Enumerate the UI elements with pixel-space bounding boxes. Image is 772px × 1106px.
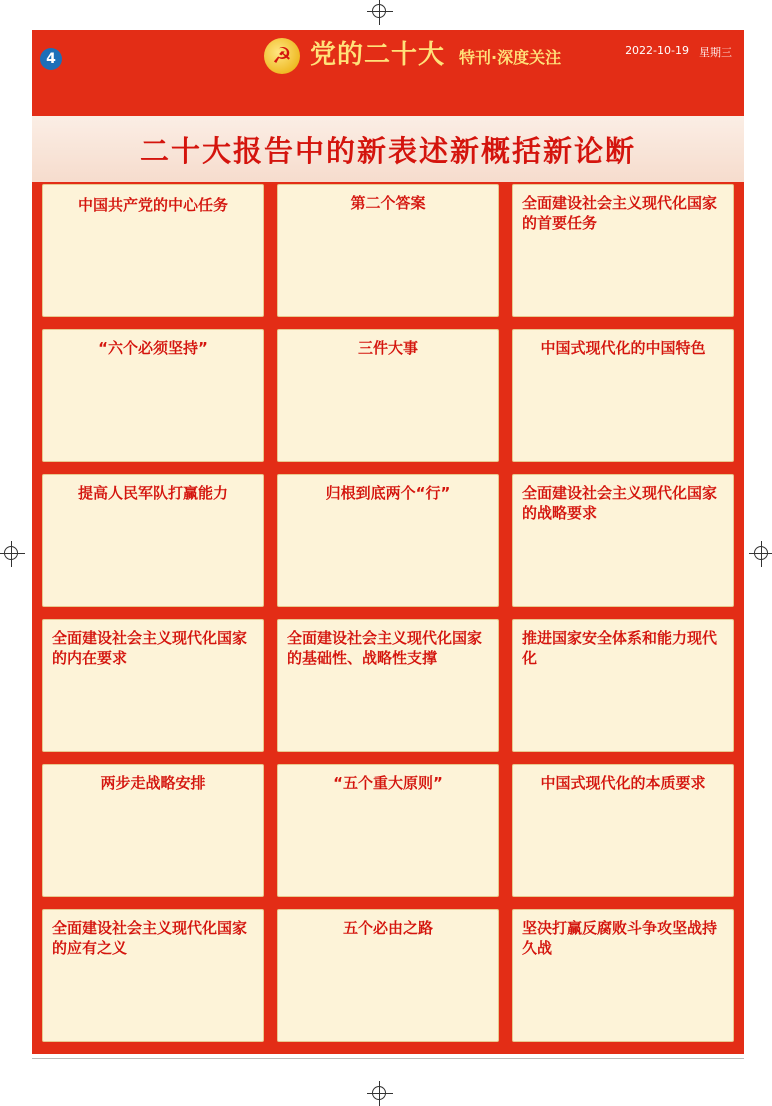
article-card — [277, 619, 499, 752]
article-card — [42, 329, 264, 462]
card-title: 三件大事 — [357, 339, 418, 357]
card-title: 中国式现代化的本质要求 — [540, 774, 706, 792]
article-card — [512, 764, 734, 897]
article-card — [277, 909, 499, 1042]
article-card — [42, 909, 264, 1042]
special-issue-banner — [310, 34, 561, 71]
article-card — [512, 184, 734, 317]
article-card — [512, 909, 734, 1042]
card-title: 两步走战略安排 — [100, 774, 206, 792]
masthead — [32, 30, 744, 116]
article-card — [42, 764, 264, 897]
registration-mark-left — [4, 546, 18, 560]
registration-mark-bottom — [372, 1086, 386, 1100]
article-grid — [42, 184, 734, 1042]
newspaper-page — [32, 30, 744, 1054]
article-card — [512, 329, 734, 462]
hammer-sickle-icon: ☭ — [264, 38, 300, 74]
issue-date — [625, 44, 732, 60]
article-card — [512, 619, 734, 752]
article-card — [42, 619, 264, 752]
article-card — [277, 764, 499, 897]
card-title: 中国共产党的中心任务 — [77, 196, 228, 214]
headline-band — [32, 116, 744, 182]
card-title: 坚决打赢反腐败斗争攻坚战持久战 — [522, 919, 718, 957]
card-title: 全面建设社会主义现代化国家的战略要求 — [522, 484, 718, 522]
article-card — [277, 329, 499, 462]
page-headline: 二十大报告中的新表述新概括新论断 — [139, 133, 636, 168]
page-footer — [32, 1058, 744, 1080]
card-title: 第二个答案 — [350, 194, 426, 212]
registration-mark-right — [754, 546, 768, 560]
card-title: 中国式现代化的中国特色 — [540, 339, 706, 357]
date-text: 2022-10-19 — [625, 44, 689, 57]
article-card — [277, 474, 499, 607]
card-title: 归根到底两个“行” — [325, 484, 451, 502]
card-title: 全面建设社会主义现代化国家的基础性、战略性支撑 — [287, 629, 483, 667]
topic-subtitle: 特刊·深度关注 — [459, 48, 562, 67]
card-title: 提高人民军队打赢能力 — [77, 484, 228, 502]
card-title: “六个必须坚持” — [98, 339, 208, 357]
card-title: 全面建设社会主义现代化国家的首要任务 — [522, 194, 718, 232]
article-card — [512, 474, 734, 607]
article-card — [42, 474, 264, 607]
card-title: 全面建设社会主义现代化国家的应有之义 — [52, 919, 248, 957]
page-number-badge: 4 — [40, 48, 62, 70]
weekday-text: 星期三 — [699, 46, 732, 59]
article-card — [277, 184, 499, 317]
registration-mark-top — [372, 4, 386, 18]
card-title: 全面建设社会主义现代化国家的内在要求 — [52, 629, 248, 667]
card-title: 推进国家安全体系和能力现代化 — [522, 629, 718, 667]
card-title: 五个必由之路 — [342, 919, 433, 937]
card-title: “五个重大原则” — [333, 774, 443, 792]
topic-title: 党的二十大 — [310, 40, 446, 70]
article-card — [42, 184, 264, 317]
